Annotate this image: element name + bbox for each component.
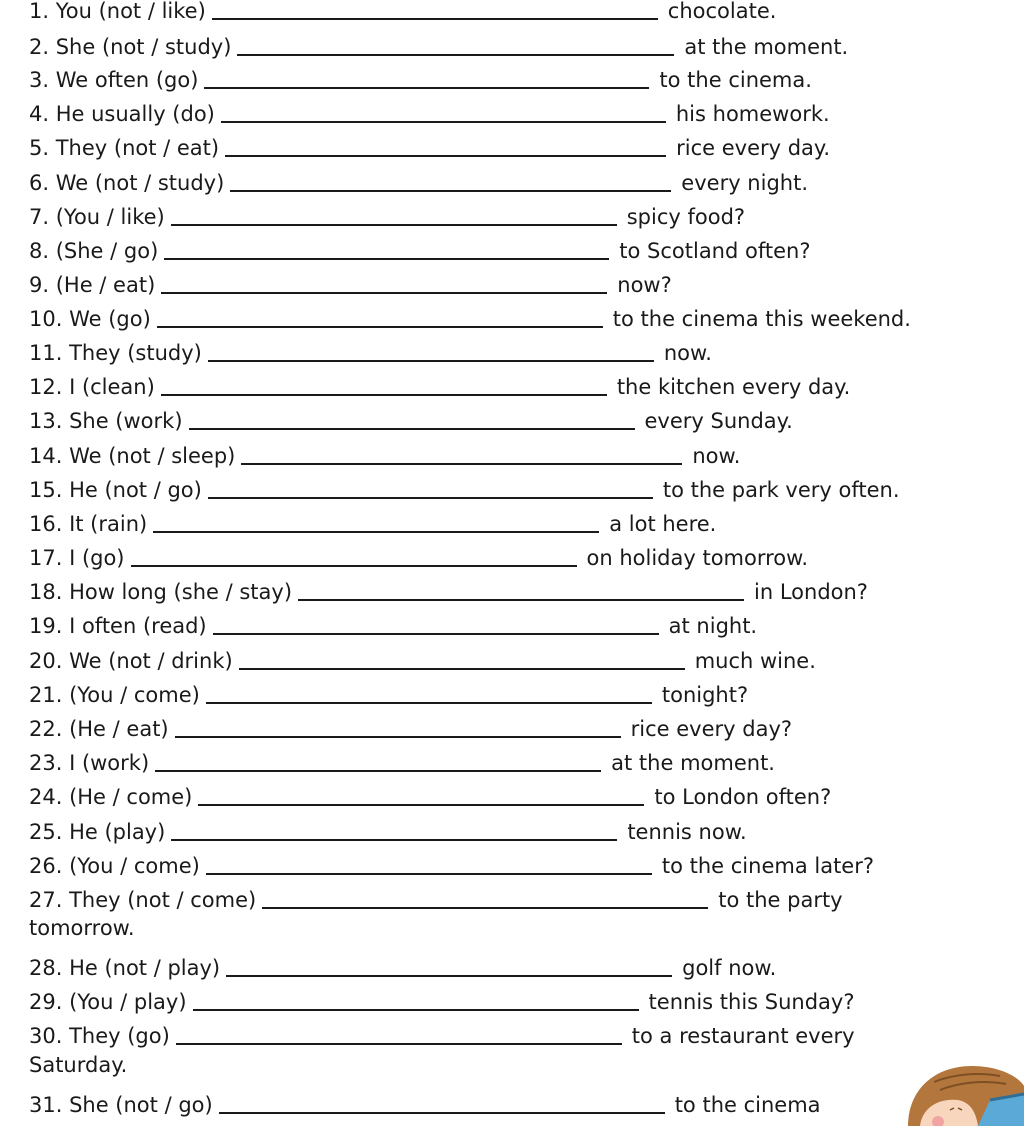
item-ending: to the cinema later? <box>661 854 875 878</box>
exercise-item <box>29 980 855 1014</box>
item-ending: rice every day? <box>630 717 793 741</box>
item-ending: to the cinema. <box>659 68 812 92</box>
answer-blank[interactable] <box>153 513 599 533</box>
item-prompt: 3. We often (go) <box>29 68 199 92</box>
exercise-item <box>29 502 716 536</box>
exercise-item <box>29 331 712 365</box>
item-ending: to London often? <box>654 785 832 809</box>
item-prompt: 19. I often (read) <box>29 614 207 638</box>
item-ending: to the cinema <box>674 1093 821 1117</box>
answer-blank[interactable] <box>213 615 659 635</box>
item-ending: tonight? <box>661 683 749 707</box>
item-prompt: 1. You (not / like) <box>29 0 206 23</box>
exercise-item <box>29 297 911 331</box>
item-prompt: 13. She (work) <box>29 409 183 433</box>
exercise-item <box>29 844 874 878</box>
exercise-item <box>29 878 843 912</box>
item-ending: to the park very often. <box>662 478 900 502</box>
answer-blank[interactable] <box>226 957 672 977</box>
exercise-item <box>29 775 831 809</box>
exercise-item <box>29 810 747 844</box>
answer-blank[interactable] <box>237 36 674 56</box>
item-prompt: 25. He (play) <box>29 820 166 844</box>
answer-blank[interactable] <box>161 376 607 396</box>
item-ending: a lot here. <box>609 512 717 536</box>
answer-blank[interactable] <box>176 1025 622 1045</box>
answer-blank[interactable] <box>175 718 621 738</box>
item-prompt: 6. We (not / study) <box>29 171 225 195</box>
item-ending: at the moment. <box>684 35 849 59</box>
item-prompt: 24. (He / come) <box>29 785 193 809</box>
exercise-item <box>29 1014 855 1048</box>
item-prompt: 7. (You / like) <box>29 205 165 229</box>
item-ending: to a restaurant every <box>631 1024 855 1048</box>
item-prompt: 10. We (go) <box>29 307 151 331</box>
answer-blank[interactable] <box>189 410 635 430</box>
item-ending: his homework. <box>675 102 830 126</box>
item-prompt: 29. (You / play) <box>29 990 187 1014</box>
exercise-item <box>29 58 812 92</box>
item-prompt: 2. She (not / study) <box>29 35 232 59</box>
answer-blank[interactable] <box>206 684 652 704</box>
answer-blank[interactable] <box>225 137 666 157</box>
answer-blank[interactable] <box>193 991 639 1011</box>
item-ending: every Sunday. <box>644 409 793 433</box>
item-prompt: 27. They (not / come) <box>29 888 257 912</box>
item-prompt: 18. How long (she / stay) <box>29 580 293 604</box>
answer-blank[interactable] <box>198 786 644 806</box>
cartoon-character-illustration <box>894 1060 1024 1126</box>
answer-blank[interactable] <box>208 342 654 362</box>
exercise-item <box>29 434 740 468</box>
exercise-item <box>29 741 775 775</box>
item-ending: chocolate. <box>667 0 777 23</box>
item-ending: every night. <box>681 171 808 195</box>
item-prompt: 22. (He / eat) <box>29 717 169 741</box>
item-ending: to the cinema this weekend. <box>612 307 911 331</box>
exercise-item <box>29 639 816 673</box>
answer-blank[interactable] <box>171 206 617 226</box>
item-ending: to Scotland often? <box>619 239 811 263</box>
item-prompt: 16. It (rain) <box>29 512 148 536</box>
exercise-item <box>29 468 900 502</box>
answer-blank[interactable] <box>298 581 744 601</box>
item-continuation: tomorrow. <box>29 916 135 940</box>
answer-blank[interactable] <box>262 889 708 909</box>
item-ending: at the moment. <box>611 751 775 775</box>
item-prompt: 5. They (not / eat) <box>29 136 220 160</box>
item-ending: in London? <box>754 580 868 604</box>
item-prompt: 31. She (not / go) <box>29 1093 213 1117</box>
item-ending: tennis now. <box>627 820 747 844</box>
answer-blank[interactable] <box>131 547 577 567</box>
item-prompt: 26. (You / come) <box>29 854 200 878</box>
exercise-item <box>29 365 850 399</box>
answer-blank[interactable] <box>161 274 607 294</box>
item-prompt: 20. We (not / drink) <box>29 649 233 673</box>
item-prompt: 4. He usually (do) <box>29 102 215 126</box>
exercise-item <box>29 161 808 195</box>
exercise-item <box>29 536 808 570</box>
exercise-item <box>29 263 672 297</box>
exercise-item <box>29 0 776 23</box>
exercise-item <box>29 673 748 707</box>
exercise-item <box>29 399 793 433</box>
item-prompt: 15. He (not / go) <box>29 478 202 502</box>
item-ending: golf now. <box>682 956 777 980</box>
item-prompt: 14. We (not / sleep) <box>29 444 236 468</box>
answer-blank[interactable] <box>206 855 652 875</box>
exercise-item <box>29 604 757 638</box>
answer-blank[interactable] <box>241 445 682 465</box>
answer-blank[interactable] <box>212 0 658 20</box>
item-ending: the kitchen every day. <box>616 375 851 399</box>
item-prompt: 11. They (study) <box>29 341 202 365</box>
item-continuation: Saturday. <box>29 1053 128 1077</box>
item-prompt: 30. They (go) <box>29 1024 170 1048</box>
answer-blank[interactable] <box>230 172 671 192</box>
exercise-item <box>29 707 792 741</box>
answer-blank[interactable] <box>157 308 603 328</box>
item-prompt: 9. (He / eat) <box>29 273 156 297</box>
item-prompt: 17. I (go) <box>29 546 125 570</box>
item-ending: at night. <box>668 614 758 638</box>
item-ending: rice every day. <box>676 136 831 160</box>
exercise-item <box>29 1083 821 1117</box>
item-ending: now. <box>692 444 741 468</box>
item-prompt: 8. (She / go) <box>29 239 159 263</box>
item-ending: tennis this Sunday? <box>648 990 855 1014</box>
item-prompt: 28. He (not / play) <box>29 956 221 980</box>
exercise-item <box>29 570 868 604</box>
exercise-item <box>29 195 745 229</box>
item-prompt: 23. I (work) <box>29 751 150 775</box>
answer-blank[interactable] <box>239 650 685 670</box>
item-prompt: 21. (You / come) <box>29 683 200 707</box>
item-ending: on holiday tomorrow. <box>586 546 809 570</box>
answer-blank[interactable] <box>155 752 601 772</box>
answer-blank[interactable] <box>208 479 653 499</box>
exercise-item <box>29 25 848 59</box>
answer-blank[interactable] <box>164 240 609 260</box>
answer-blank[interactable] <box>204 69 649 89</box>
answer-blank[interactable] <box>221 103 666 123</box>
item-ending: now. <box>663 341 712 365</box>
answer-blank[interactable] <box>171 821 617 841</box>
item-ending: much wine. <box>694 649 816 673</box>
exercise-item <box>29 92 830 126</box>
exercise-item <box>29 126 830 160</box>
exercise-item <box>29 946 776 980</box>
item-prompt: 12. I (clean) <box>29 375 155 399</box>
exercise-item <box>29 229 810 263</box>
item-ending: spicy food? <box>626 205 746 229</box>
answer-blank[interactable] <box>219 1094 665 1114</box>
item-ending: now? <box>617 273 672 297</box>
item-ending: to the party <box>718 888 843 912</box>
